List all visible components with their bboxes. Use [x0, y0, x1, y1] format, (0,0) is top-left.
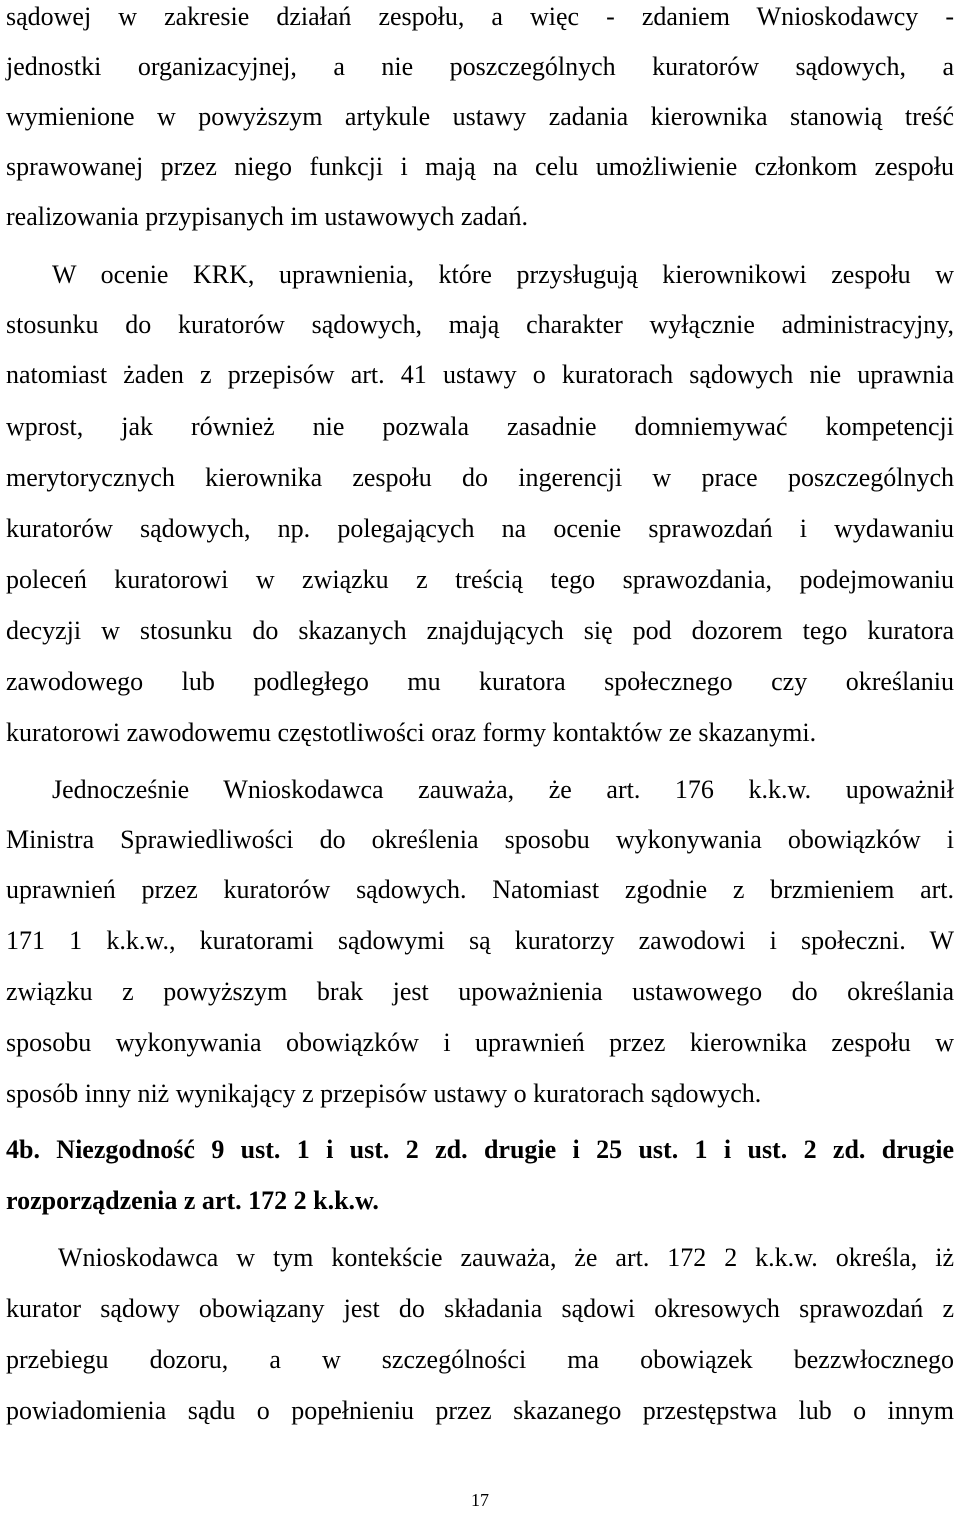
text-line: poleceń kuratorowi w związku z treścią tego sprawozdania, podejmowaniu — [6, 565, 954, 594]
text-line: sądowej w zakresie działań zespołu, a więc - zdaniem Wnioskodawcy - — [6, 2, 954, 31]
section-heading: 4b. Niezgodność 9 ust. 1 i ust. 2 zd. drugie i 25 ust. 1 i ust. 2 zd. drugie — [6, 1135, 954, 1164]
text-line: natomiast żaden z przepisów art. 41 ustawy o kuratorach sądowych nie uprawnia — [6, 360, 954, 389]
text-line: sposobu wykonywania obowiązków i uprawnień przez kierownika zespołu w — [6, 1028, 954, 1057]
text-line: jednostki organizacyjnej, a nie poszczególnych kuratorów sądowych, a — [6, 52, 954, 81]
paragraph-first-line: Jednocześnie Wnioskodawca zauważa, że art. 176 k.k.w. upoważnił — [52, 775, 954, 804]
text-line: realizowania przypisanych im ustawowych zadań. — [6, 202, 528, 231]
text-line: wprost, jak również nie pozwala zasadnie domniemywać kompetencji — [6, 412, 954, 441]
text-line: związku z powyższym brak jest upoważnienia ustawowego do określania — [6, 977, 954, 1006]
paragraph-first-line: Wnioskodawca w tym kontekście zauważa, że art. 172 2 k.k.w. określa, iż — [58, 1243, 954, 1272]
section-heading-continued: rozporządzenia z art. 172 2 k.k.w. — [6, 1186, 379, 1215]
text-line: decyzji w stosunku do skazanych znajdujących się pod dozorem tego kuratora — [6, 616, 954, 645]
text-line: sposób inny niż wynikający z przepisów ustawy o kuratorach sądowych. — [6, 1079, 762, 1108]
paragraph-first-line: W ocenie KRK, uprawnienia, które przysługują kierownikowi zespołu w — [52, 260, 954, 289]
text-line: wymienione w powyższym artykule ustawy zadania kierownika stanowią treść — [6, 102, 954, 131]
text-line: uprawnień przez kuratorów sądowych. Natomiast zgodnie z brzmieniem art. — [6, 875, 954, 904]
text-line: przebiegu dozoru, a w szczególności ma obowiązek bezzwłocznego — [6, 1345, 954, 1374]
text-line: Ministra Sprawiedliwości do określenia sposobu wykonywania obowiązków i — [6, 825, 954, 854]
text-line: kurator sądowy obowiązany jest do składania sądowi okresowych sprawozdań z — [6, 1294, 954, 1323]
text-line: stosunku do kuratorów sądowych, mają charakter wyłącznie administracyjny, — [6, 310, 954, 339]
text-line: kuratorów sądowych, np. polegających na ocenie sprawozdań i wydawaniu — [6, 514, 954, 543]
text-line: zawodowego lub podległego mu kuratora społecznego czy określaniu — [6, 667, 954, 696]
text-line: 171 1 k.k.w., kuratorami sądowymi są kuratorzy zawodowi i społeczni. W — [6, 926, 954, 955]
text-line: sprawowanej przez niego funkcji i mają na celu umożliwienie członkom zespołu — [6, 152, 954, 181]
page-number: 17 — [471, 1490, 489, 1510]
text-line: kuratorowi zawodowemu częstotliwości oraz formy kontaktów ze skazanymi. — [6, 718, 817, 747]
text-line: powiadomienia sądu o popełnieniu przez skazanego przestępstwa lub o innym — [6, 1396, 954, 1425]
text-line: merytorycznych kierownika zespołu do ingerencji w prace poszczególnych — [6, 463, 954, 492]
